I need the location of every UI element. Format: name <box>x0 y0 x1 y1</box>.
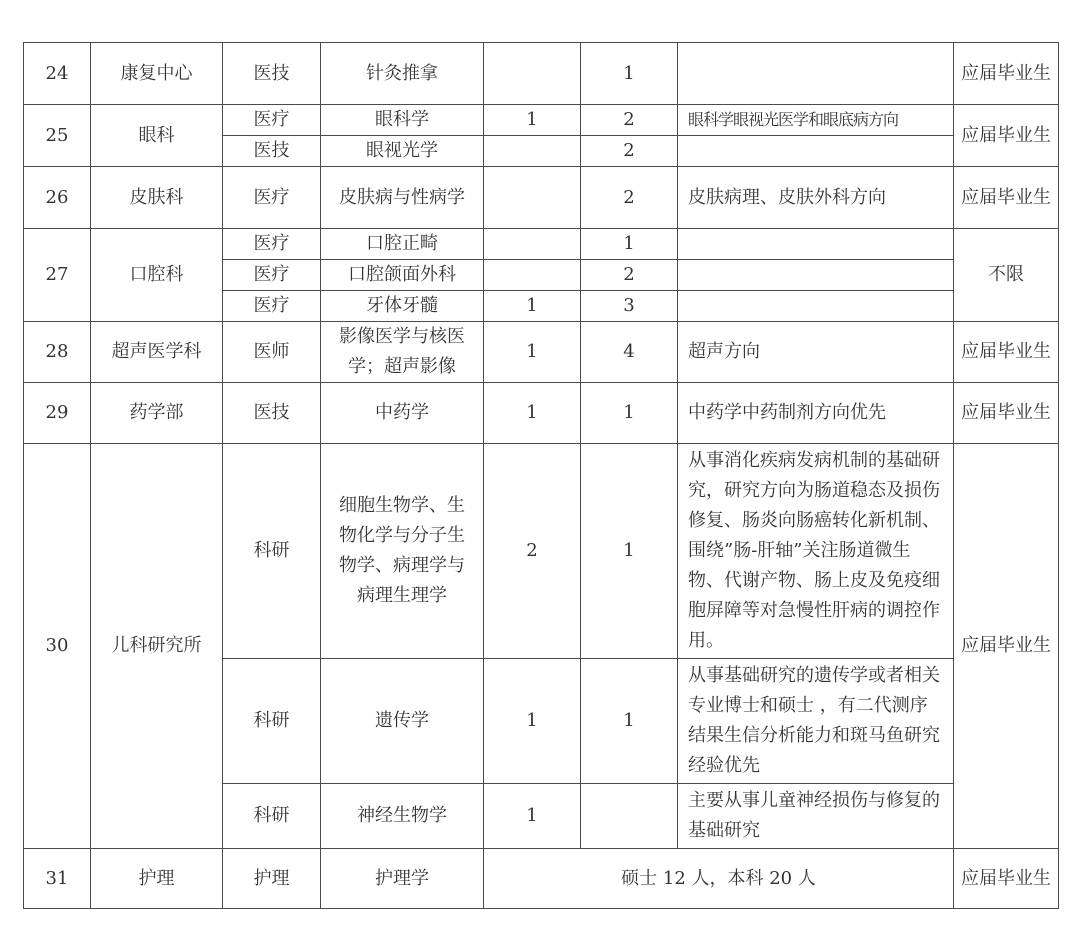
phd-count <box>484 43 581 105</box>
department: 皮肤科 <box>91 167 223 229</box>
major: 眼视光学 <box>321 136 484 167</box>
graduate-status: 应届毕业生 <box>954 167 1059 229</box>
row-number: 24 <box>24 43 91 105</box>
position-type: 科研 <box>223 444 321 659</box>
position-type: 医技 <box>223 383 321 444</box>
graduate-status: 应届毕业生 <box>954 105 1059 167</box>
requirements: 从事消化疾病发病机制的基础研究，研究方向为肠道稳态及损伤修复、肠炎向肠癌转化新机制、围绕”肠-肝轴”关注肠道微生物、代谢产物、肠上皮及免疫细胞屏障等对急慢性肝病的调控作用。 <box>678 444 954 659</box>
graduate-status: 不限 <box>954 229 1059 322</box>
major: 皮肤病与性病学 <box>321 167 484 229</box>
row-number: 28 <box>24 322 91 383</box>
requirements: 主要从事儿童神经损伤与修复的基础研究 <box>678 784 954 849</box>
requirements: 从事基础研究的遗传学或者相关专业博士和硕士 ，有二代测序结果生信分析能力和斑马鱼研究经验优先 <box>678 659 954 784</box>
major: 遗传学 <box>321 659 484 784</box>
phd-count: 1 <box>484 105 581 136</box>
graduate-status: 应届毕业生 <box>954 383 1059 444</box>
row-number: 26 <box>24 167 91 229</box>
master-count: 1 <box>581 43 678 105</box>
master-count: 1 <box>581 659 678 784</box>
phd-count: 1 <box>484 659 581 784</box>
major: 神经生物学 <box>321 784 484 849</box>
master-count: 1 <box>581 383 678 444</box>
department: 儿科研究所 <box>91 444 223 849</box>
phd-count: 2 <box>484 444 581 659</box>
major: 眼科学 <box>321 105 484 136</box>
department: 护理 <box>91 849 223 909</box>
position-type: 医疗 <box>223 167 321 229</box>
phd-count: 1 <box>484 322 581 383</box>
major: 影像医学与核医学；超声影像 <box>321 322 484 383</box>
master-count <box>581 784 678 849</box>
graduate-status: 应届毕业生 <box>954 444 1059 849</box>
department: 康复中心 <box>91 43 223 105</box>
major: 口腔颌面外科 <box>321 260 484 291</box>
major: 中药学 <box>321 383 484 444</box>
table-row-24 <box>24 43 1059 105</box>
position-type: 科研 <box>223 784 321 849</box>
row-number: 29 <box>24 383 91 444</box>
table-row-31 <box>24 849 1059 909</box>
requirements <box>678 260 954 291</box>
requirements: 中药学中药制剂方向优先 <box>678 383 954 444</box>
major: 牙体牙髓 <box>321 291 484 322</box>
recruitment-table <box>23 42 1059 909</box>
phd-count <box>484 167 581 229</box>
table-row-30 <box>24 444 1059 659</box>
phd-count: 1 <box>484 291 581 322</box>
requirements <box>678 43 954 105</box>
table-row-27 <box>24 229 1059 260</box>
position-type: 医技 <box>223 136 321 167</box>
position-type: 科研 <box>223 659 321 784</box>
position-type: 护理 <box>223 849 321 909</box>
master-count: 2 <box>581 136 678 167</box>
position-type: 医疗 <box>223 105 321 136</box>
major: 针灸推拿 <box>321 43 484 105</box>
position-type: 医技 <box>223 43 321 105</box>
major: 细胞生物学、生物化学与分子生物学、病理学与病理生理学 <box>321 444 484 659</box>
master-count: 2 <box>581 260 678 291</box>
phd-count <box>484 229 581 260</box>
department: 药学部 <box>91 383 223 444</box>
row-number: 25 <box>24 105 91 167</box>
requirements: 超声方向 <box>678 322 954 383</box>
row-number: 27 <box>24 229 91 322</box>
master-count: 2 <box>581 167 678 229</box>
quota: 硕士 12 人，本科 20 人 <box>484 849 954 909</box>
department: 眼科 <box>91 105 223 167</box>
row-number: 31 <box>24 849 91 909</box>
master-count: 3 <box>581 291 678 322</box>
graduate-status: 应届毕业生 <box>954 322 1059 383</box>
major: 口腔正畸 <box>321 229 484 260</box>
master-count: 1 <box>581 444 678 659</box>
position-type: 医疗 <box>223 291 321 322</box>
requirements <box>678 136 954 167</box>
graduate-status: 应届毕业生 <box>954 43 1059 105</box>
phd-count <box>484 136 581 167</box>
position-type: 医疗 <box>223 229 321 260</box>
table-row-29 <box>24 383 1059 444</box>
requirements: 眼科学眼视光医学和眼底病方向 <box>678 105 954 136</box>
phd-count <box>484 260 581 291</box>
phd-count: 1 <box>484 383 581 444</box>
requirements <box>678 291 954 322</box>
department: 口腔科 <box>91 229 223 322</box>
position-type: 医师 <box>223 322 321 383</box>
graduate-status: 应届毕业生 <box>954 849 1059 909</box>
requirements: 皮肤病理、皮肤外科方向 <box>678 167 954 229</box>
major: 护理学 <box>321 849 484 909</box>
requirements <box>678 229 954 260</box>
phd-count: 1 <box>484 784 581 849</box>
department: 超声医学科 <box>91 322 223 383</box>
row-number: 30 <box>24 444 91 849</box>
table-row-28 <box>24 322 1059 383</box>
master-count: 4 <box>581 322 678 383</box>
table-row-26 <box>24 167 1059 229</box>
master-count: 2 <box>581 105 678 136</box>
master-count: 1 <box>581 229 678 260</box>
table-row-25 <box>24 105 1059 136</box>
position-type: 医疗 <box>223 260 321 291</box>
